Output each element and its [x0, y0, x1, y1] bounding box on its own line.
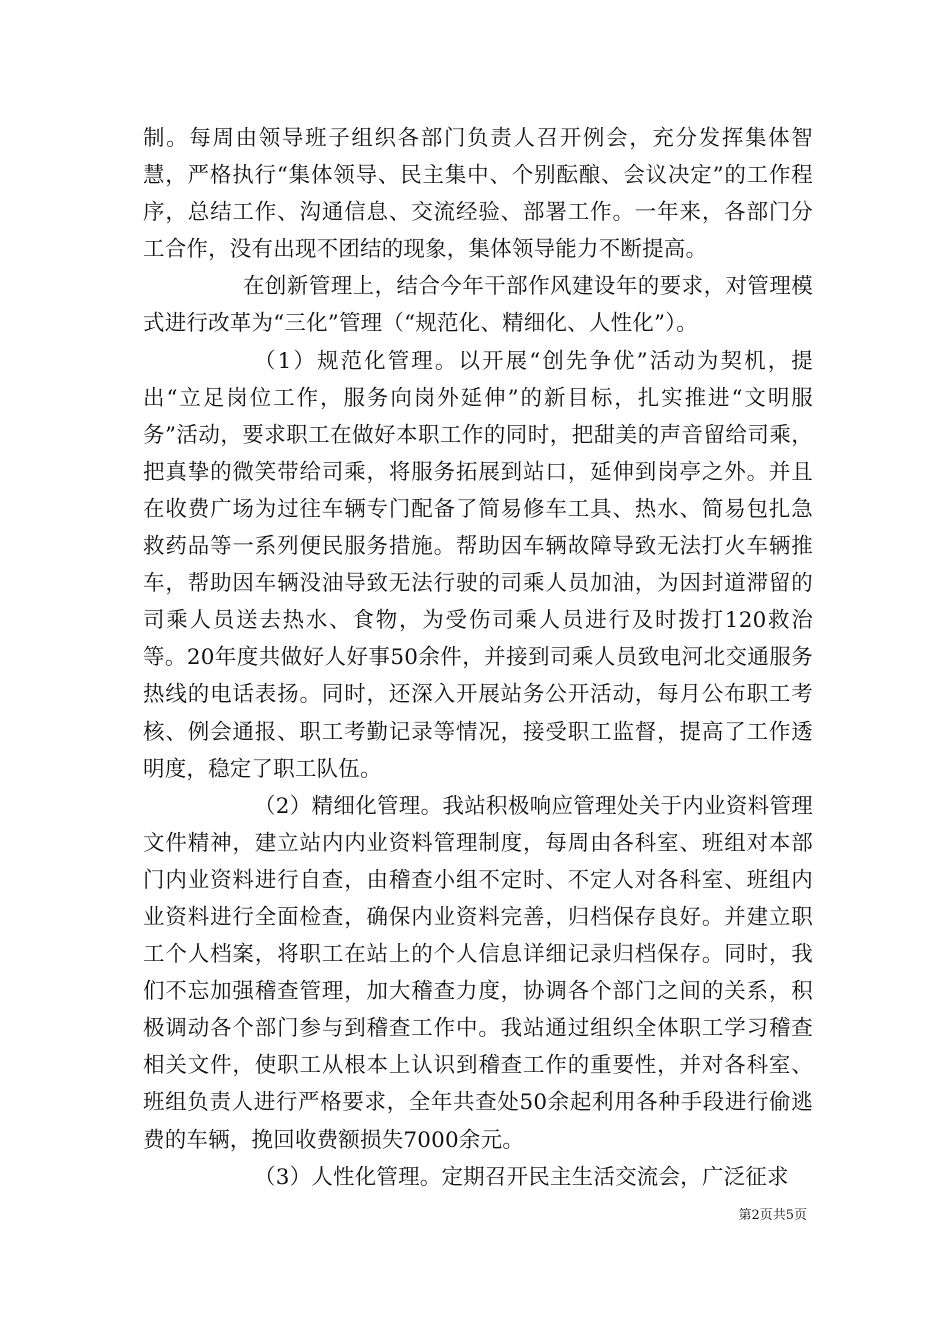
paragraph-humanized-management: （3）人性化管理。定期召开民主生活交流会，广泛征求	[254, 1164, 789, 1190]
body-text	[143, 120, 813, 1196]
paragraph-continuation: 制。每周由领导班子组织各部门负责人召开例会，充分发挥集体智慧，严格执行“集体领导、民主集中、个别酝酿、会议决定”的工作程序，总结工作、沟通信息、交流经验、部署工作。一年来，各部门分工合作，没有出现不团结的现象，集体领导能力不断提高。	[143, 126, 813, 263]
paragraph-refined-management: （2）精细化管理。我站积极响应管理处关于内业资料管理文件精神，建立站内内业资料管理制度，每周由各科室、班组对本部门内业资料进行自查，由稽查小组不定时、不定人对各科室、班组内业资料进行全面检查，确保内业资料完善，归档保存良好。并建立职工个人档案，将职工在站上的个人信息详细记录归档保存。同时，我们不忘加强稽查管理，加大稽查力度，协调各个部门之间的关系，积极调动各个部门参与到稽查工作中。我站通过组织全体职工学习稽查相关文件，使职工从根本上认识到稽查工作的重要性，并对各科室、班组负责人进行严格要求，全年共查处50余起利用各种手段进行偷逃费的车辆，挽回收费额损失7000余元。	[143, 793, 813, 1153]
paragraph-innovation-management: 在创新管理上，结合今年干部作风建设年的要求，对管理模式进行改革为“三化”管理（“规范化、精细化、人性化”）。	[143, 274, 813, 337]
paragraph-standardized-management: （1）规范化管理。以开展“创先争优”活动为契机，提出“立足岗位工作，服务向岗外延伸”的新目标，扎实推进“文明服务”活动，要求职工在做好本职工作的同时，把甜美的声音留给司乘，把真挚的微笑带给司乘，将服务拓展到站口，延伸到岗亭之外。并且在收费广场为过往车辆专门配备了简易修车工具、热水、简易包扎急救药品等一系列便民服务措施。帮助因车辆故障导致无法打火车辆推车，帮助因车辆没油导致无法行驶的司乘人员加油，为因封道滞留的司乘人员送去热水、食物，为受伤司乘人员进行及时拨打120救治等。20年度共做好人好事50余件，并接到司乘人员致电河北交通服务热线的电话表扬。同时，还深入开展站务公开活动，每月公布职工考核、例会通报、职工考勤记录等情况，接受职工监督，提高了工作透明度，稳定了职工队伍。	[143, 348, 813, 782]
page-number: 第2页共5页	[738, 1208, 807, 1223]
